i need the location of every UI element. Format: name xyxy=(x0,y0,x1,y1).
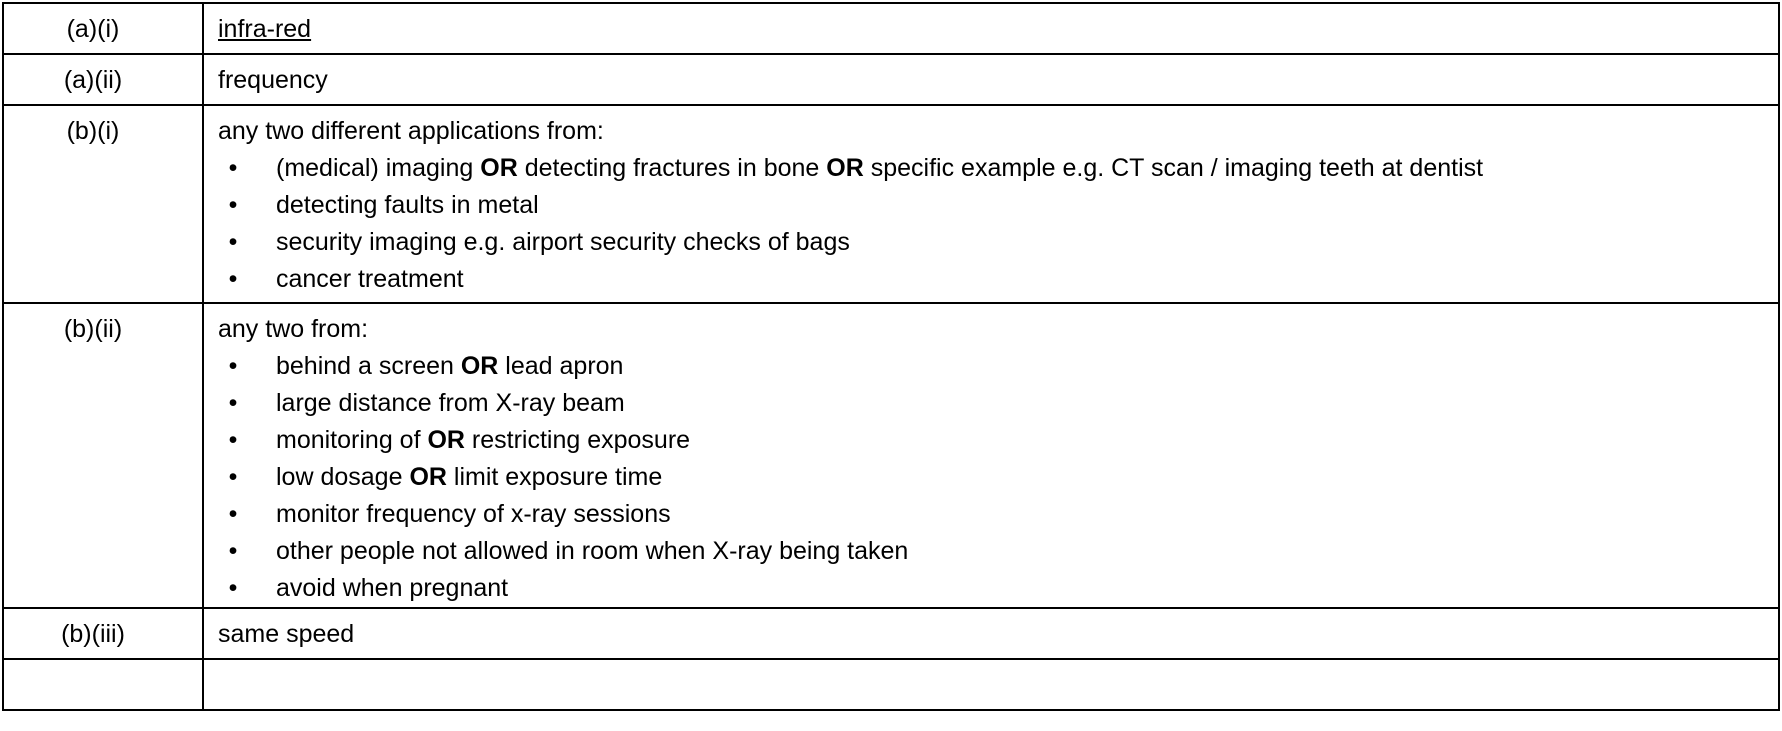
question-number: (a)(ii) xyxy=(63,66,123,94)
list-item xyxy=(218,496,1778,533)
list-item xyxy=(218,570,1778,607)
question-number: (a)(i) xyxy=(66,15,120,43)
list-item-text: limit exposure time xyxy=(446,463,663,491)
question-number: (b)(iii) xyxy=(61,620,125,648)
answer-cell xyxy=(203,608,1779,659)
list-item xyxy=(218,150,1778,187)
answer-cell xyxy=(203,105,1779,303)
keyword-or: OR xyxy=(427,426,465,454)
table-row xyxy=(3,54,1779,105)
answer-text: same speed xyxy=(218,620,355,648)
answer-cell xyxy=(203,303,1779,608)
list-item-text: low dosage xyxy=(276,463,410,491)
keyword-or: OR xyxy=(826,154,864,182)
answer-bullet-list xyxy=(218,150,1778,298)
bullet-icon: • xyxy=(228,426,238,454)
mark-scheme-table xyxy=(2,2,1780,711)
list-item xyxy=(218,422,1778,459)
list-item xyxy=(218,533,1778,570)
answer-cell xyxy=(203,659,1779,710)
answer-bullet-list xyxy=(218,348,1778,607)
list-item-text: specific example e.g. CT scan / imaging teeth at dentist xyxy=(863,154,1484,182)
list-item-text: other people not allowed in room when X-ray being taken xyxy=(276,537,909,565)
list-item xyxy=(218,385,1778,422)
list-item xyxy=(218,348,1778,385)
question-number: (b)(ii) xyxy=(63,315,123,343)
list-item-text: behind a screen xyxy=(276,352,461,380)
list-item-text: detecting faults in metal xyxy=(276,191,539,219)
bullet-icon: • xyxy=(228,574,238,602)
keyword-or: OR xyxy=(480,154,518,182)
list-item xyxy=(218,459,1778,496)
answer-cell xyxy=(203,54,1779,105)
list-item-text: detecting fractures in bone xyxy=(517,154,827,182)
list-item-text: restricting exposure xyxy=(464,426,691,454)
bullet-icon: • xyxy=(228,463,238,491)
keyword-or: OR xyxy=(409,463,447,491)
list-item-text: (medical) imaging xyxy=(276,154,481,182)
list-item xyxy=(218,187,1778,224)
bullet-icon: • xyxy=(228,500,238,528)
question-number xyxy=(4,660,202,667)
table-row xyxy=(3,303,1779,608)
answer-text: frequency xyxy=(218,66,328,94)
table-row xyxy=(3,608,1779,659)
bullet-icon: • xyxy=(228,265,238,293)
question-cell xyxy=(3,54,203,105)
bullet-icon: • xyxy=(228,537,238,565)
bullet-icon: • xyxy=(228,191,238,219)
bullet-icon: • xyxy=(228,389,238,417)
answer-intro: any two from: xyxy=(218,315,369,343)
keyword-or: OR xyxy=(460,352,499,380)
answer-text: infra-red xyxy=(218,15,312,43)
bullet-icon: • xyxy=(228,154,238,182)
answer-cell xyxy=(203,3,1779,54)
table-row xyxy=(3,659,1779,710)
question-number: (b)(i) xyxy=(66,117,120,145)
answer-intro: any two different applications from: xyxy=(218,117,604,145)
table-row xyxy=(3,3,1779,54)
question-cell xyxy=(3,608,203,659)
list-item xyxy=(218,224,1778,261)
list-item-text: large distance from X-ray beam xyxy=(276,389,625,417)
question-cell xyxy=(3,303,203,608)
list-item-text: avoid when pregnant xyxy=(276,574,509,602)
question-cell xyxy=(3,3,203,54)
table-row xyxy=(3,105,1779,303)
question-cell xyxy=(3,105,203,303)
list-item-text: lead apron xyxy=(498,352,624,380)
list-item-text: monitor frequency of x-ray sessions xyxy=(276,500,671,528)
bullet-icon: • xyxy=(228,352,238,380)
list-item-text: monitoring of xyxy=(276,426,428,454)
list-item xyxy=(218,261,1778,298)
list-item-text: cancer treatment xyxy=(276,265,464,293)
bullet-icon: • xyxy=(228,228,238,256)
list-item-text: security imaging e.g. airport security checks of bags xyxy=(276,228,850,256)
answer-text xyxy=(218,660,1778,667)
question-cell xyxy=(3,659,203,710)
